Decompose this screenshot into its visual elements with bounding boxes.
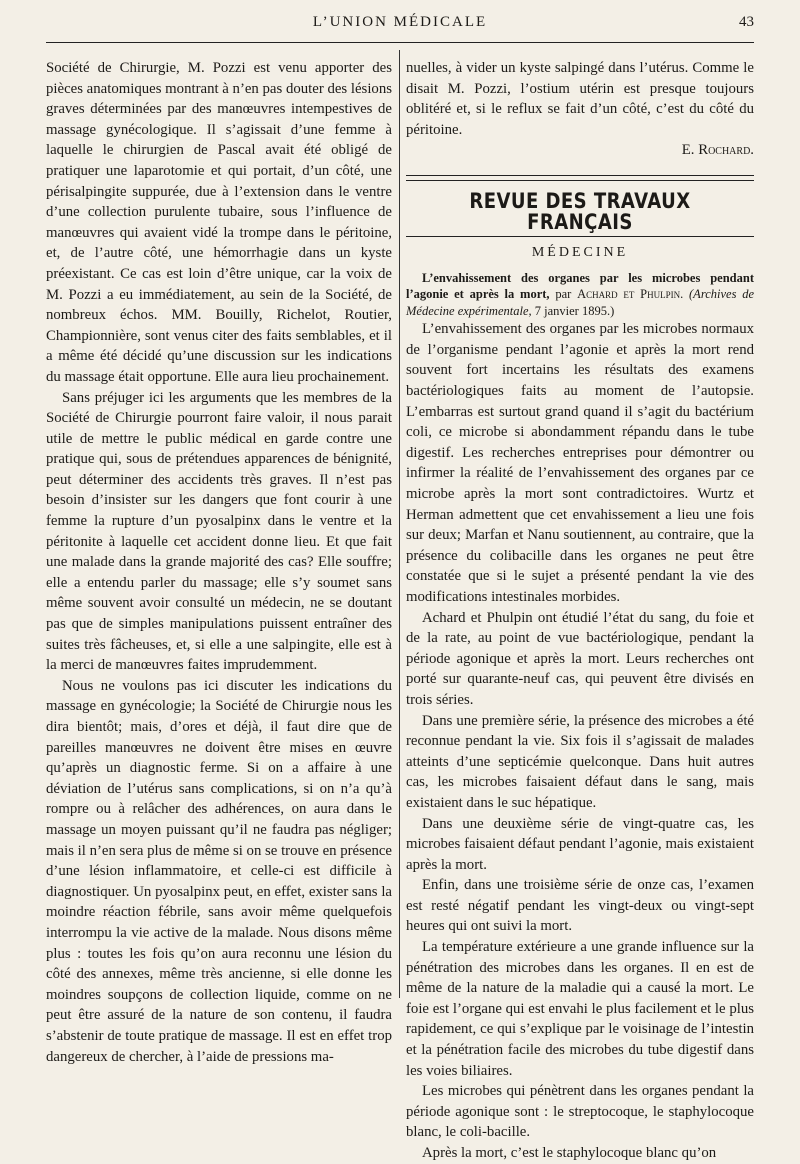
article-source: (Archives de Médecine expérimentale, xyxy=(406,287,755,318)
section-rule xyxy=(406,175,754,181)
rubric-heading: MÉDECINE xyxy=(531,245,629,261)
paragraph: Nous ne voulons pas ici discuter les indications du massage en gynécologie; la Société de Chirurgie nous les dira bientôt; mais, d’ores et déjà, il faut dire que de pareilles manœuvres ne doivent être mises en œuvre qu’après un diagnostic ferme. Si on a affaire à une déviation de l’utérus sans complications, si on n’a qu’à rompre ou à relâcher des adhérences, on aura dans le massage un moyen puissant qu’il ne faudra pas négliger; mais il n’en sera plus de même si on se trouve en présence d’une lésion inflammatoire, et celle-ci est difficile à diagnostiquer. Un pyosalpinx peut, en effet, exister sans la moindre réaction fébrile, sans avoir même quelquefois interrompu la vie active de la malade. Nous disons même plus : toutes les fois qu’on aura reconnu une lésion du côté des annexes, même très ancienne, si elle donne les moindres soupçons de collection liquide, comme on ne peut être assuré de la nature de son contenu, il faudra s’abstenir de toute pratique de massage. Il est en effet trop dangereux de chercher, à l’aide de pressions ma- xyxy=(46,677,392,1065)
paragraph: Achard et Phulpin ont étudié l’état du sang, du foie et de la rate, au point de vue bactériologique, pendant la période agonique et après la mort. Leurs recherches ont porté sur quarante-neuf cas, qui peuvent être divisés en trois séries. xyxy=(406,609,754,708)
signature-text: E. Rochard. xyxy=(681,142,754,159)
paragraph: Sans préjuger ici les arguments que les membres de la Société de Chirurgie pourront faire valoir, il nous parait utile de mettre le public médical en garde contre une pratique qui, sous de prétendues apparences de bénignité, peut déterminer des accidents très graves. Il n’est pas besoin d’insister sur les dangers que font courir à une femme la rupture d’un pyosalpinx dans le ventre et la péritonite à laquelle cet accident donne lieu. Et que fait une malade dans la grande majorité des cas? Elle souffre; elle a entendu parler du massage; elle s’y soumet sans même souvent avoir consulté un médecin, ne se doutant pas que de simples manipulations puissent entraîner des suites très fâcheuses, et, si elle a une salpingite, elle est à la merci de manœuvres faites imprudemment. xyxy=(46,389,392,674)
paragraph: Les microbes qui pénètrent dans les organes pendant la période agonique sont : le streptocoque, le staphylocoque blanc, le coli-bacille. xyxy=(406,1083,754,1141)
section-sub-rule xyxy=(406,236,754,237)
article-title: L’envahissement des organes par les microbes pendant l’agonie et après la mort, xyxy=(406,270,754,302)
article-authors-prefix: par xyxy=(555,287,572,302)
section-title: REVUE DES TRAVAUX FRANÇAIS xyxy=(469,188,691,234)
paragraph: Après la mort, c’est le staphylocoque blanc qu’on xyxy=(422,1145,717,1161)
paragraph: Dans une deuxième série de vingt-quatre cas, les microbes faisaient défaut pendant l’agonie, mais existaient après la mort. xyxy=(406,815,754,873)
article-heading xyxy=(406,270,754,320)
right-column xyxy=(406,58,755,1161)
header-rule xyxy=(46,42,754,43)
left-column xyxy=(46,58,392,1065)
running-title: L’UNION MÉDICALE xyxy=(312,14,488,30)
paragraph: L’envahissement des organes par les microbes normaux de l’organisme pendant l’agonie et après la mort rend souvent fort incertains les résultats des examens bactériologiques faits au moment de l’autopsie. L’embarras est surtout grand quand il s’agit du bactérium coli, ce microbe si abondamment répandu dans le tube digestif. Les recherches entreprises pour démontrer ou infirmer la réalité de l’envahissement des organes par ce microbe après la mort sont contradictoires. Wurtz et Herman admettent que cet envahissement a lieu une fois sur deux; Marfan et Nanu soutiennent, au contraire, que la présence du colibacille dans les organes ne peut être constatée que si le sujet a présenté pendant la vie des modifications intestinales morbides. xyxy=(406,321,754,605)
page-header xyxy=(46,14,754,38)
paragraph: Société de Chirurgie, M. Pozzi est venu apporter des pièces anatomiques montrant à n’en pas douter des lésions graves déterminées par des manœuvres intempestives de massage gynécologique. Il s’agissait d’une femme à laquelle le chirurgien de Pascal avait été obligé de pratiquer une laparotomie et qui portait, d’un côté, une périsalpingite suppurée, due à l’extension dans le ventre d’une collection purulente tubaire, sous l’influence de manœuvres qui avaient vidé la trompe dans le péritoine, et, de l’autre côté, une hémorrhagie dans un kyste préexistant. Ce cas est loin d’être unique, car la voix de M. Pozzi a eu immédiatement, au sein de la Société, de nombreux échos. MM. Bouilly, Richelot, Routier, Championnière, sont venus citer des faits semblables, et il a même été décidé qu’une discussion sur les indications du massage était opportune. Elle aura lieu prochainement. xyxy=(46,60,392,385)
paragraph: Dans une première série, la présence des microbes a été reconnue pendant la vie. Six fois il s’agissait de malades atteints d’une septicémie quelconque. Dans huit autres cas, les microbes faisaient défaut dans le sang, mais existaient dans le suc hépatique. xyxy=(406,712,754,811)
article-date: 7 janvier 1895.) xyxy=(534,303,615,318)
article-authors: Achard et Phulpin. xyxy=(577,287,684,302)
paragraph-continuation: nuelles, à vider un kyste salpingé dans l’utérus. Comme le disait M. Pozzi, l’ostium utérin est presque toujours oblitéré et, si le reflux se fait d’un côté, c’est du côté du péritoine. xyxy=(406,60,754,138)
column-divider xyxy=(399,50,400,998)
paragraph: La température extérieure a une grande influence sur la pénétration des microbes dans les organes. Il en est de même de la nature de la maladie qui a causé la mort. Le foie est l’organe qui est envahi le plus facilement et le plus rapidement, ce qui s’explique par le voisinage de l’intestin et la pénétration facile des microbes du tube digestif dans les voies biliaires. xyxy=(406,939,754,1079)
author-signature xyxy=(406,140,754,161)
page-number: 43 xyxy=(739,14,754,30)
paragraph: Enfin, dans une troisième série de onze cas, l’examen est resté négatif pendant les vingt-deux ou vingt-sept heures qui ont suivi la mort. xyxy=(406,877,754,935)
